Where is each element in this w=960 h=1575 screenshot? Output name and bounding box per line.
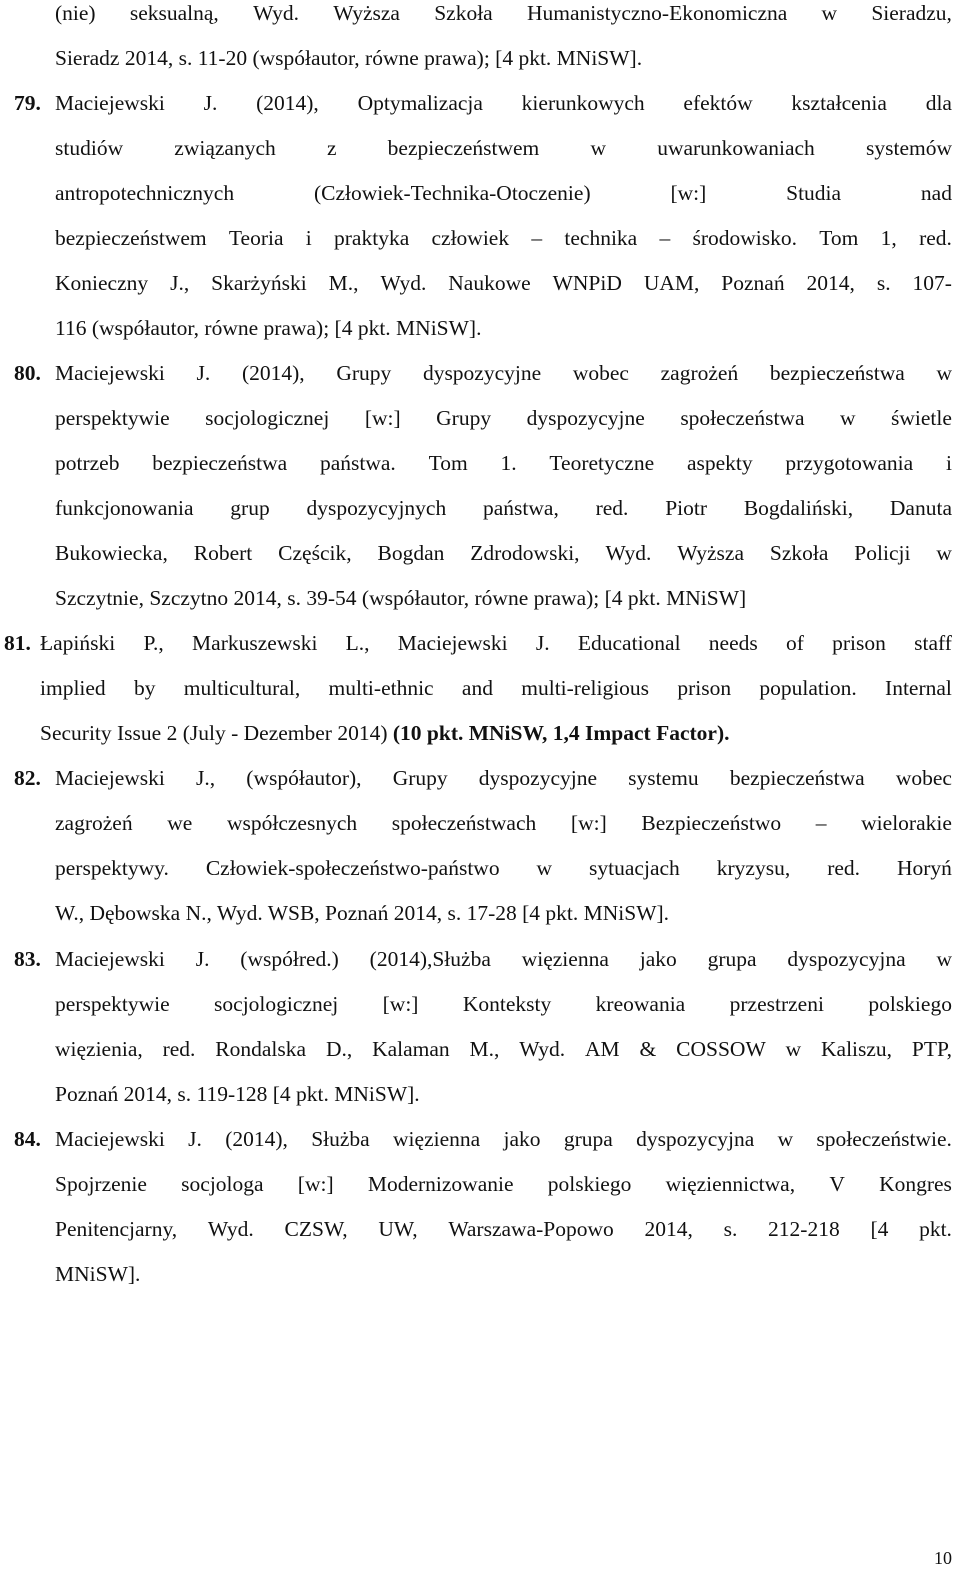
word: (nie) bbox=[55, 1, 96, 25]
word: grupa bbox=[563, 1127, 613, 1151]
word: Wyd. bbox=[380, 271, 427, 295]
entry-number: 83. bbox=[14, 947, 41, 971]
word: AM bbox=[585, 1037, 620, 1061]
word: red. bbox=[162, 1037, 196, 1061]
word: Konteksty bbox=[462, 992, 552, 1016]
text-line: MNiSW]. bbox=[55, 1262, 141, 1286]
word: społeczeństwa bbox=[680, 406, 805, 430]
entry-number: 80. bbox=[14, 361, 41, 385]
word: V bbox=[829, 1172, 845, 1196]
word: Warszawa-Popowo bbox=[448, 1217, 614, 1241]
word: Konieczny bbox=[55, 271, 149, 295]
entry-number: 84. bbox=[14, 1127, 41, 1151]
word: Kalaman bbox=[372, 1037, 450, 1061]
text-line bbox=[55, 1039, 952, 1061]
word: kryzysu, bbox=[716, 856, 791, 880]
word: (2014), bbox=[225, 1127, 288, 1151]
word: Policji bbox=[854, 541, 911, 565]
word: prison bbox=[832, 631, 886, 655]
text-line: Szczytnie, Szczytno 2014, s. 39-54 (współautor, równe prawa); [4 pkt. MNiSW] bbox=[55, 586, 747, 610]
word: dla bbox=[925, 91, 952, 115]
word: Maciejewski bbox=[55, 361, 165, 385]
word: J. bbox=[196, 361, 211, 385]
word: seksualną, bbox=[129, 1, 219, 25]
word: Wyd. bbox=[519, 1037, 566, 1061]
word: kreowania bbox=[595, 992, 686, 1016]
word: red. bbox=[595, 496, 629, 520]
word: Danuta bbox=[889, 496, 952, 520]
word: Częścik, bbox=[278, 541, 352, 565]
word: (2014), bbox=[256, 91, 319, 115]
word: bezpieczeństwem bbox=[387, 136, 540, 160]
text-line bbox=[55, 994, 952, 1016]
word: praktyka bbox=[334, 226, 410, 250]
word: CZSW, bbox=[284, 1217, 348, 1241]
text-line bbox=[55, 363, 952, 385]
word: grup bbox=[230, 496, 270, 520]
word: Wyższa bbox=[677, 541, 744, 565]
entry-number: 82. bbox=[14, 766, 41, 790]
word: Grupy bbox=[392, 766, 448, 790]
word: Maciejewski bbox=[55, 947, 165, 971]
word: przestrzeni bbox=[729, 992, 824, 1016]
word: polskiego bbox=[547, 1172, 632, 1196]
word: Studia bbox=[786, 181, 842, 205]
word: jako bbox=[639, 947, 677, 971]
word: – bbox=[815, 811, 827, 835]
word: polskiego bbox=[868, 992, 952, 1016]
word: COSSOW bbox=[676, 1037, 766, 1061]
word: w bbox=[839, 406, 856, 430]
word: bezpieczeństwa bbox=[769, 361, 905, 385]
word: multi-ethnic bbox=[328, 676, 434, 700]
word: i bbox=[305, 226, 312, 250]
word: (2014),Służba bbox=[369, 947, 491, 971]
text-line bbox=[55, 949, 952, 971]
text-line: W., Dębowska N., Wyd. WSB, Poznań 2014, s. 17-28 [4 pkt. MNiSW]. bbox=[55, 901, 670, 925]
word: więzienia, bbox=[55, 1037, 143, 1061]
word: staff bbox=[914, 631, 952, 655]
word: P., bbox=[143, 631, 164, 655]
word: w bbox=[590, 136, 607, 160]
word: pkt. bbox=[919, 1217, 952, 1241]
word: w bbox=[936, 541, 952, 565]
word: J., bbox=[196, 766, 216, 790]
word: z bbox=[326, 136, 337, 160]
word: Zdrodowski, bbox=[470, 541, 580, 565]
word: wielorakie bbox=[861, 811, 952, 835]
word: studiów bbox=[55, 136, 124, 160]
word: Kaliszu, bbox=[821, 1037, 893, 1061]
word: PTP, bbox=[911, 1037, 952, 1061]
text-line bbox=[55, 273, 952, 295]
word: Piotr bbox=[665, 496, 708, 520]
word: multicultural, bbox=[183, 676, 301, 700]
word: UW, bbox=[378, 1217, 418, 1241]
word: (2014), bbox=[241, 361, 305, 385]
word: Spojrzenie bbox=[55, 1172, 147, 1196]
word: społeczeństwie. bbox=[816, 1127, 952, 1151]
word: uwarunkowaniach bbox=[657, 136, 815, 160]
word: bezpieczeństwem bbox=[55, 226, 207, 250]
word: s. bbox=[723, 1217, 738, 1241]
word: perspektywie bbox=[55, 992, 170, 1016]
text-line bbox=[55, 1129, 952, 1151]
text-line: Sieradz 2014, s. 11-20 (współautor, równe prawa); [4 pkt. MNiSW]. bbox=[55, 46, 643, 70]
word: społeczeństwach bbox=[391, 811, 537, 835]
word: – bbox=[531, 226, 543, 250]
word: socjologa bbox=[181, 1172, 264, 1196]
text-line: 116 (współautor, równe prawa); [4 pkt. MNiSW]. bbox=[55, 316, 482, 340]
word: socjologicznej bbox=[214, 992, 339, 1016]
word: zagrożeń bbox=[660, 361, 739, 385]
word: Bogdan bbox=[377, 541, 445, 565]
word: Bukowiecka, bbox=[55, 541, 168, 565]
word: Penitencjarny, bbox=[55, 1217, 178, 1241]
word: efektów bbox=[683, 91, 753, 115]
word: we bbox=[167, 811, 193, 835]
word: Optymalizacja bbox=[357, 91, 483, 115]
word: przygotowania bbox=[785, 451, 914, 475]
word: dyspozycyjne bbox=[422, 361, 542, 385]
text-line bbox=[55, 228, 952, 250]
word: Wyd. bbox=[605, 541, 652, 565]
word: 212-218 bbox=[768, 1217, 840, 1241]
word: Służba bbox=[311, 1127, 370, 1151]
word: zagrożeń bbox=[55, 811, 133, 835]
word: perspektywy. bbox=[55, 856, 169, 880]
word: population. bbox=[759, 676, 857, 700]
word: państwa, bbox=[483, 496, 559, 520]
text-line bbox=[55, 1219, 952, 1241]
text-line bbox=[55, 93, 952, 115]
word: by bbox=[133, 676, 156, 700]
word: wobec bbox=[572, 361, 629, 385]
word: w bbox=[777, 1127, 794, 1151]
word: antropotechnicznych bbox=[55, 181, 235, 205]
text-line bbox=[55, 453, 952, 475]
word: of bbox=[785, 631, 804, 655]
word: [w:] bbox=[570, 811, 607, 835]
word: Skarżyński bbox=[211, 271, 307, 295]
word: Tom bbox=[428, 451, 468, 475]
word: socjologicznej bbox=[205, 406, 330, 430]
word: 1, bbox=[880, 226, 897, 250]
word: dyspozycyjnych bbox=[306, 496, 447, 520]
text-line: Poznań 2014, s. 119-128 [4 pkt. MNiSW]. bbox=[55, 1082, 420, 1106]
word: aspekty bbox=[686, 451, 753, 475]
word: M., bbox=[328, 271, 359, 295]
word: Maciejewski bbox=[55, 1127, 165, 1151]
word: systemu bbox=[628, 766, 699, 790]
text-line bbox=[40, 723, 729, 745]
word: świetle bbox=[891, 406, 952, 430]
word: Maciejewski bbox=[55, 766, 165, 790]
word: kształcenia bbox=[791, 91, 887, 115]
citation-text: Security Issue 2 (July - Dezember 2014) bbox=[40, 721, 393, 745]
word: Robert bbox=[193, 541, 253, 565]
word: J. bbox=[203, 91, 218, 115]
word: J. bbox=[188, 1127, 202, 1151]
word: [w:] bbox=[382, 992, 419, 1016]
word: technika bbox=[564, 226, 638, 250]
points-note: (10 pkt. MNiSW, 1,4 Impact Factor). bbox=[392, 721, 730, 745]
word: w bbox=[785, 1037, 802, 1061]
word: Łapiński bbox=[40, 631, 116, 655]
word: Poznań bbox=[721, 271, 785, 295]
text-line bbox=[40, 678, 952, 700]
word: and bbox=[461, 676, 493, 700]
word: Bezpieczeństwo bbox=[641, 811, 782, 835]
word: J. bbox=[535, 631, 550, 655]
word: Modernizowanie bbox=[367, 1172, 514, 1196]
text-line bbox=[55, 813, 952, 835]
word: [w:] bbox=[297, 1172, 334, 1196]
word: Wyd. bbox=[207, 1217, 254, 1241]
word: funkcjonowania bbox=[55, 496, 194, 520]
word: Teoria bbox=[228, 226, 284, 250]
word: 1. bbox=[500, 451, 517, 475]
text-line bbox=[55, 543, 952, 565]
word: dyspozycyjne bbox=[478, 766, 598, 790]
word: środowisko. bbox=[692, 226, 798, 250]
word: prison bbox=[677, 676, 732, 700]
word: WNPiD bbox=[552, 271, 622, 295]
word: Teoretyczne bbox=[549, 451, 655, 475]
word: w bbox=[936, 361, 952, 385]
word: Markuszewski bbox=[192, 631, 318, 655]
word: w bbox=[821, 1, 838, 25]
word: dyspozycyjna bbox=[787, 947, 906, 971]
word: 2014, bbox=[644, 1217, 693, 1241]
word: więziennictwa, bbox=[665, 1172, 796, 1196]
word: współczesnych bbox=[226, 811, 358, 835]
word: Humanistyczno-Ekonomiczna bbox=[526, 1, 788, 25]
word: Educational bbox=[577, 631, 681, 655]
word: w bbox=[536, 856, 553, 880]
word: 107- bbox=[912, 271, 952, 295]
word: – bbox=[659, 226, 671, 250]
word: J., bbox=[170, 271, 190, 295]
word: 2014, bbox=[806, 271, 855, 295]
word: państwa. bbox=[319, 451, 396, 475]
entry-number: 81. bbox=[4, 631, 31, 655]
word: kierunkowych bbox=[521, 91, 645, 115]
word: więzienna bbox=[521, 947, 609, 971]
word: Internal bbox=[885, 676, 952, 700]
word: M., bbox=[469, 1037, 500, 1061]
word: [w:] bbox=[670, 181, 707, 205]
word: red. bbox=[827, 856, 861, 880]
word: multi-religious bbox=[521, 676, 650, 700]
word: [4 bbox=[870, 1217, 889, 1241]
text-line bbox=[40, 633, 952, 655]
word: s. bbox=[876, 271, 891, 295]
word: Wyd. bbox=[253, 1, 299, 25]
word: potrzeb bbox=[55, 451, 120, 475]
word: więzienna bbox=[393, 1127, 481, 1151]
word: dyspozycyjna bbox=[636, 1127, 755, 1151]
word: Człowiek-społeczeństwo-państwo bbox=[205, 856, 500, 880]
word: (współautor), bbox=[246, 766, 362, 790]
word: bezpieczeństwa bbox=[729, 766, 865, 790]
text-line bbox=[55, 858, 952, 880]
word: Horyń bbox=[896, 856, 952, 880]
entry-number: 79. bbox=[14, 91, 41, 115]
word: w bbox=[936, 947, 952, 971]
word: D., bbox=[325, 1037, 353, 1061]
word: (Człowiek-Technika-Otoczenie) bbox=[313, 181, 591, 205]
word: Maciejewski bbox=[55, 91, 165, 115]
text-line bbox=[55, 498, 952, 520]
word: UAM, bbox=[643, 271, 700, 295]
word: & bbox=[639, 1037, 657, 1061]
word: Sieradzu, bbox=[871, 1, 952, 25]
word: Grupy bbox=[436, 406, 492, 430]
text-line bbox=[55, 768, 952, 790]
word: Maciejewski bbox=[397, 631, 508, 655]
word: implied bbox=[40, 676, 106, 700]
word: związanych bbox=[174, 136, 276, 160]
word: dyspozycyjne bbox=[526, 406, 645, 430]
word: wobec bbox=[895, 766, 952, 790]
word: Tom bbox=[819, 226, 859, 250]
word: L., bbox=[345, 631, 370, 655]
word: i bbox=[945, 451, 952, 475]
word: Grupy bbox=[336, 361, 392, 385]
word: Szkoła bbox=[434, 1, 493, 25]
word: (współred.) bbox=[240, 947, 339, 971]
word: grupa bbox=[707, 947, 757, 971]
word: perspektywie bbox=[55, 406, 170, 430]
text-line bbox=[55, 408, 952, 430]
word: Szkoła bbox=[769, 541, 829, 565]
word: [w:] bbox=[364, 406, 401, 430]
word: red. bbox=[919, 226, 952, 250]
word: Kongres bbox=[879, 1172, 952, 1196]
text-line bbox=[55, 183, 952, 205]
page-number: 10 bbox=[934, 1548, 952, 1568]
word: Bogdaliński, bbox=[743, 496, 854, 520]
text-line bbox=[55, 138, 952, 160]
word: sytuacjach bbox=[589, 856, 680, 880]
word: bezpieczeństwa bbox=[152, 451, 288, 475]
word: needs bbox=[708, 631, 758, 655]
text-line bbox=[55, 1174, 952, 1196]
word: nad bbox=[920, 181, 952, 205]
word: jako bbox=[503, 1127, 541, 1151]
word: człowiek bbox=[431, 226, 510, 250]
word: Wyższa bbox=[333, 1, 400, 25]
word: Naukowe bbox=[448, 271, 531, 295]
word: Rondalska bbox=[215, 1037, 307, 1061]
word: systemów bbox=[866, 136, 952, 160]
text-line bbox=[55, 3, 952, 25]
word: J. bbox=[195, 947, 210, 971]
